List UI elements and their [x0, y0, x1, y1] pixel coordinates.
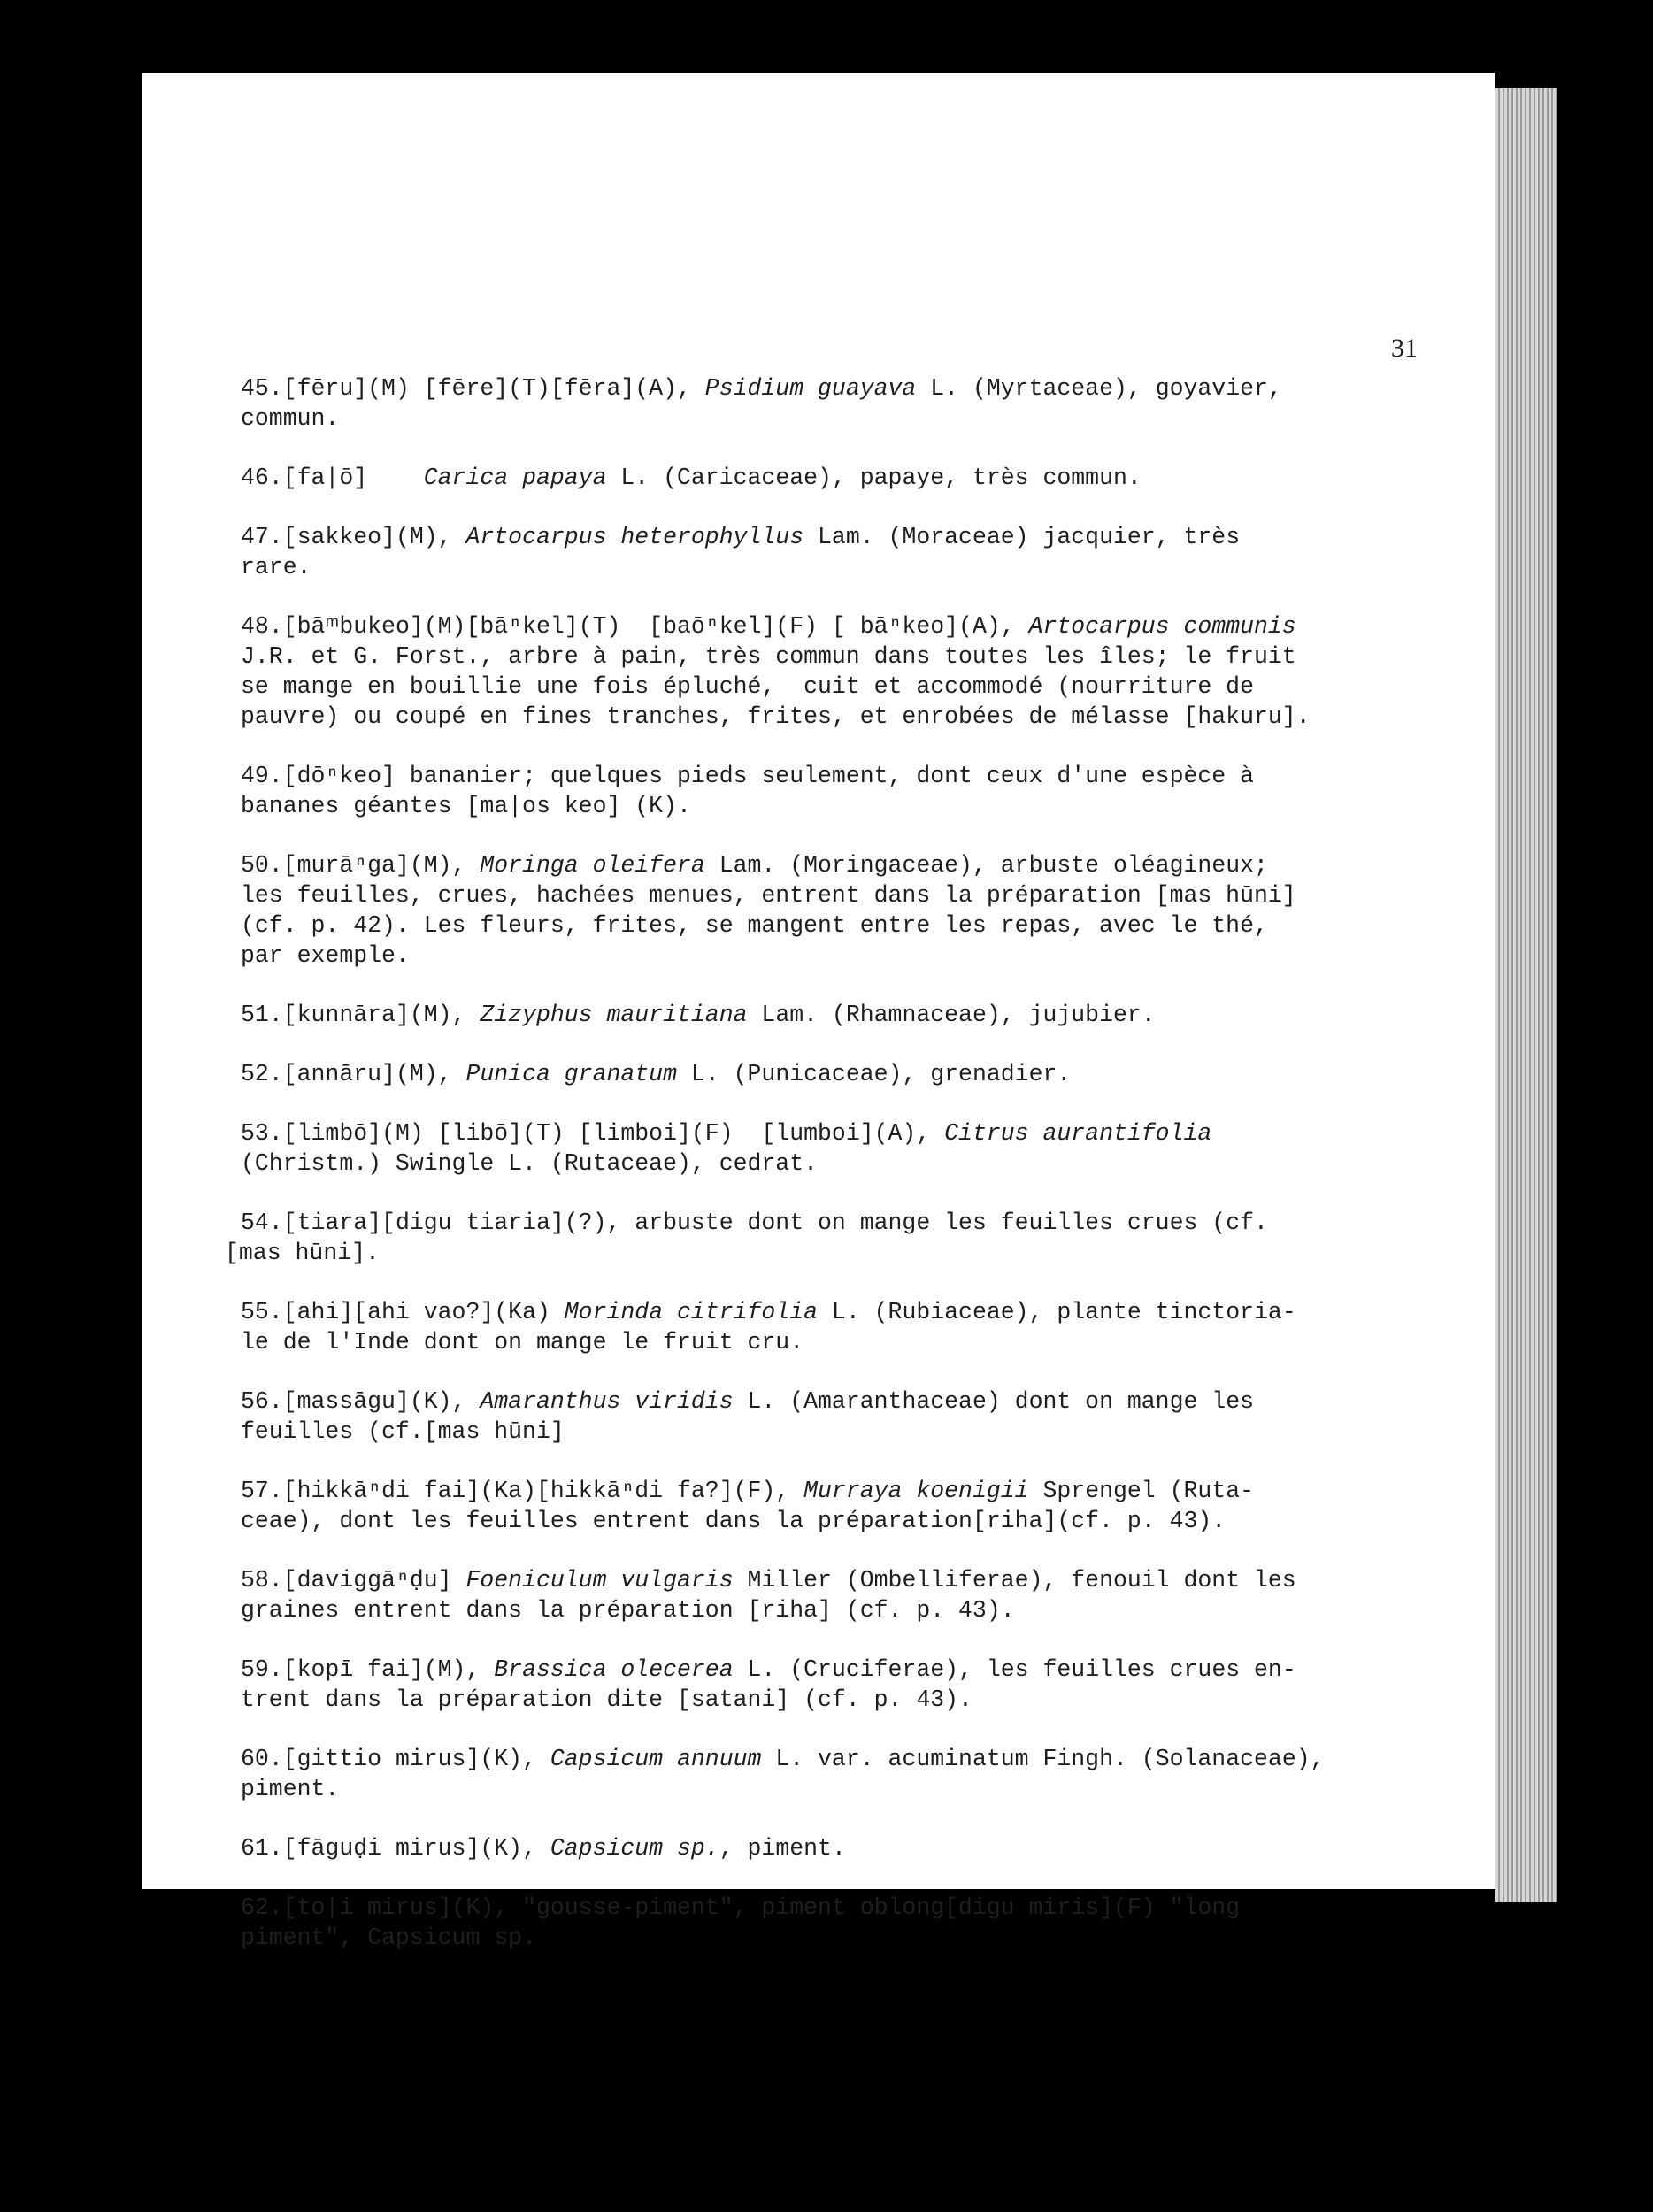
entry-line: se mange en bouillie une fois épluché, cuit et accommodé (nourriture de — [241, 673, 1254, 700]
entry-text: L. (Rubiaceae), plante tinctoria- — [818, 1299, 1296, 1325]
entry-line: (Christm.) Swingle L. (Rutaceae), cedrat. — [241, 1150, 819, 1177]
entry-text: Miller (Ombelliferae), fenouil dont les — [733, 1567, 1296, 1594]
entry-text: L. (Amaranthaceae) dont on mange les — [733, 1388, 1255, 1415]
entry-line — [241, 1655, 1488, 1685]
entry-text: Lam. (Rhamnaceae), jujubier. — [747, 1002, 1156, 1028]
entry-number: 51. — [241, 1002, 283, 1028]
page-number: 31 — [1391, 334, 1418, 363]
entry-text: [murāⁿga](M), — [282, 852, 481, 879]
entry-line: par exemple. — [241, 942, 410, 969]
entry-56 — [241, 1386, 1488, 1447]
entry-line: trent dans la préparation dite [satani] (cf. p. 43). — [241, 1686, 973, 1713]
entry-line — [241, 1118, 1488, 1148]
scientific-name: Psidium guayava — [704, 375, 917, 402]
scientific-name: Murraya koenigii — [803, 1478, 1029, 1504]
entry-text: [kunnāra](M), — [282, 1002, 481, 1028]
entry-58 — [241, 1565, 1488, 1625]
entry-59 — [241, 1655, 1488, 1715]
entry-line: commun. — [241, 405, 340, 432]
entry-text: , piment. — [719, 1835, 846, 1862]
entry-number: 45. — [241, 375, 283, 402]
entry-text: [fāguḍi mirus](K), — [282, 1835, 550, 1862]
entry-text: Sprengel (Ruta- — [1028, 1478, 1255, 1504]
entry-52 — [241, 1059, 1488, 1089]
scientific-name: Artocarpus heterophyllus — [465, 524, 804, 550]
entry-number: 54. — [241, 1210, 283, 1236]
entry-line — [241, 463, 1488, 493]
entry-number: 57. — [241, 1478, 283, 1504]
entry-54 — [225, 1208, 1488, 1268]
entry-47 — [241, 522, 1488, 582]
entry-text: [gittio mirus](K), — [282, 1746, 550, 1772]
entry-50 — [241, 850, 1488, 971]
entry-number: 50. — [241, 852, 283, 879]
entry-45 — [241, 373, 1488, 434]
entry-text: L. var. acuminatum Fingh. (Solanaceae), — [761, 1746, 1325, 1772]
entry-number: 46. — [241, 465, 283, 491]
entry-line — [241, 1059, 1488, 1089]
entry-line: rare. — [241, 554, 311, 580]
entry-text: [daviggāⁿḍu] — [282, 1567, 466, 1594]
entry-line: les feuilles, crues, hachées menues, entrent dans la préparation [mas hūni] — [241, 882, 1296, 909]
entry-line — [241, 1893, 1488, 1923]
entry-number: 53. — [241, 1120, 283, 1147]
entry-number: 55. — [241, 1299, 283, 1325]
entry-number: 59. — [241, 1656, 283, 1683]
scientific-name: Citrus aurantifolia — [944, 1120, 1212, 1147]
entry-line: piment. — [241, 1776, 340, 1802]
entry-line — [241, 1000, 1488, 1030]
entry-text: L. (Myrtaceae), goyavier, — [916, 375, 1282, 402]
scientific-name: Moringa oleifera — [480, 852, 705, 879]
entry-text: [annāru](M), — [282, 1061, 466, 1087]
entry-line — [241, 1476, 1488, 1506]
entry-text: [hikkāⁿdi fai](Ka)[hikkāⁿdi fa?](F), — [282, 1478, 804, 1504]
entry-55 — [241, 1297, 1488, 1357]
entry-number: 62. — [241, 1894, 283, 1921]
entry-line — [241, 850, 1488, 880]
entry-line: pauvre) ou coupé en fines tranches, frites, et enrobées de mélasse [hakuru]. — [241, 703, 1311, 730]
page-stack-edges — [1495, 88, 1557, 1902]
entry-line — [241, 1386, 1488, 1417]
entry-line — [241, 1744, 1488, 1774]
entry-text: [massāgu](K), — [282, 1388, 481, 1415]
entry-text: L. (Cruciferae), les feuilles crues en- — [733, 1656, 1296, 1683]
entry-number: 52. — [241, 1061, 283, 1087]
entry-text: Lam. (Moringaceae), arbuste oléagineux; — [704, 852, 1268, 879]
entry-line: [mas hūni]. — [225, 1240, 380, 1266]
entry-line — [241, 1297, 1488, 1327]
entry-text: L. (Punicaceae), grenadier. — [677, 1061, 1072, 1087]
entry-line — [241, 1208, 1488, 1238]
entry-61 — [241, 1833, 1488, 1863]
entry-53 — [241, 1118, 1488, 1179]
scientific-name: Capsicum sp. — [550, 1835, 719, 1862]
scientific-name: Punica granatum — [465, 1061, 677, 1087]
entry-line: piment", Capsicum sp. — [241, 1924, 536, 1951]
entry-51 — [241, 1000, 1488, 1030]
entry-line: (cf. p. 42). Les fleurs, frites, se mangent entre les repas, avec le thé, — [241, 912, 1268, 939]
entry-list — [225, 373, 1488, 1982]
entry-line — [241, 1565, 1488, 1595]
scientific-name: Foeniculum vulgaris — [465, 1567, 734, 1594]
entry-line — [241, 1833, 1488, 1863]
entry-text: [ahi][ahi vao?](Ka) — [282, 1299, 565, 1325]
entry-number: 60. — [241, 1746, 283, 1772]
book-page — [142, 73, 1495, 1951]
entry-49 — [241, 761, 1488, 821]
entry-line: J.R. et G. Forst., arbre à pain, très commun dans toutes les îles; le fruit — [241, 643, 1296, 670]
scientific-name: Carica papaya — [423, 465, 607, 491]
scientific-name: Artocarpus communis — [1028, 613, 1296, 640]
entry-48 — [241, 611, 1488, 732]
entry-text: [limbō](M) [libō](T) [limboi](F) [lumboi](A), — [282, 1120, 945, 1147]
entry-text: L. (Caricaceae), papaye, très commun. — [606, 465, 1142, 491]
entry-line: le de l'Inde dont on mange le fruit cru. — [241, 1329, 804, 1356]
scientific-name: Amaranthus viridis — [480, 1388, 734, 1415]
entry-62 — [241, 1893, 1488, 1953]
entry-text: [fēru](M) [fēre](T)[fēra](A), — [282, 375, 705, 402]
entry-text: [bāᵐbukeo](M)[bāⁿkel](T) [baōⁿkel](F) [ bāⁿkeo](A), — [282, 613, 1029, 640]
entry-line — [241, 373, 1488, 403]
entry-line: feuilles (cf.[mas hūni] — [241, 1418, 565, 1445]
entry-text: Lam. (Moraceae) jacquier, très — [803, 524, 1241, 550]
entry-text: [dōⁿkeo] bananier; quelques pieds seulement, dont ceux d'une espèce à — [282, 763, 1254, 789]
entry-text: [tiara][digu tiaria](?), arbuste dont on mange les feuilles crues (cf. — [282, 1210, 1268, 1236]
entry-text: [kopī fai](M), — [282, 1656, 495, 1683]
entry-text: [sakkeo](M), — [282, 524, 466, 550]
entry-46 — [241, 463, 1488, 493]
entry-number: 47. — [241, 524, 283, 550]
entry-60 — [241, 1744, 1488, 1804]
scientific-name: Brassica olecerea — [494, 1656, 734, 1683]
entry-line — [241, 611, 1488, 641]
entry-line — [241, 522, 1488, 552]
entry-number: 61. — [241, 1835, 283, 1862]
entry-number: 48. — [241, 613, 283, 640]
scientific-name: Capsicum annuum — [550, 1746, 762, 1772]
entry-line: bananes géantes [ma|os keo] (K). — [241, 793, 691, 819]
entry-line — [241, 761, 1488, 791]
entry-text: [fa|ō] — [282, 465, 424, 491]
scientific-name: Morinda citrifolia — [564, 1299, 819, 1325]
entry-number: 58. — [241, 1567, 283, 1594]
entry-number: 56. — [241, 1388, 283, 1415]
entry-line: ceae), dont les feuilles entrent dans la préparation[riha](cf. p. 43). — [241, 1508, 1226, 1534]
scientific-name: Zizyphus mauritiana — [480, 1002, 748, 1028]
entry-text: [to|i mirus](K), "gousse-piment", piment oblong[digu miris](F) "long — [282, 1894, 1241, 1921]
entry-line: graines entrent dans la préparation [riha] (cf. p. 43). — [241, 1597, 1015, 1624]
entry-number: 49. — [241, 763, 283, 789]
entry-57 — [241, 1476, 1488, 1536]
